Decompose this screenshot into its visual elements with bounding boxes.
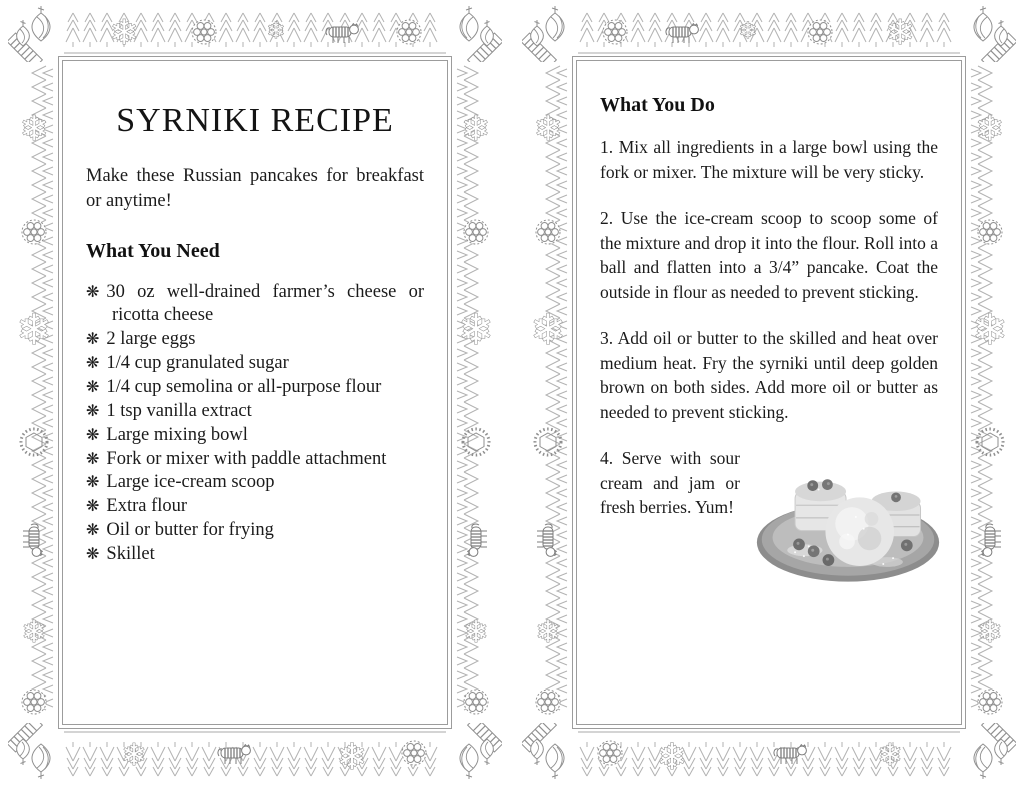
svg-text:❄: ❄ — [266, 19, 286, 44]
snowflake-bullet-icon: ❋ — [86, 281, 100, 301]
step-text: 4. Serve with sour cream and jam or fresh berries. Yum! — [600, 448, 740, 517]
list-item-text: Skillet — [106, 544, 155, 565]
list-item — [86, 400, 424, 423]
right-page-content — [578, 62, 960, 723]
list-item — [86, 376, 424, 399]
snowflake-bullet-icon: ❋ — [86, 424, 100, 444]
cathedral-corner-icon — [446, 723, 502, 779]
list-item-text: Large mixing bowl — [106, 424, 248, 445]
svg-text:❄: ❄ — [972, 305, 1008, 354]
cathedral-corner-icon — [960, 6, 1016, 62]
list-item-text: 1 tsp vanilla extract — [106, 400, 252, 421]
svg-text:❄: ❄ — [877, 738, 903, 773]
svg-text:❄: ❄ — [336, 737, 368, 778]
svg-text:❄: ❄ — [21, 615, 47, 650]
svg-text:❄: ❄ — [121, 738, 147, 773]
svg-text:❄: ❄ — [461, 109, 491, 149]
svg-text:❄: ❄ — [19, 109, 49, 149]
intro-text: Make these Russian pancakes for breakfast or anytime! — [86, 166, 424, 211]
cathedral-corner-icon — [960, 723, 1016, 779]
step-text: 1. Mix all ingredients in a large bowl using the fork or mixer. The mixture will be very sticky. — [600, 137, 938, 182]
list-item — [86, 352, 424, 375]
list-item — [86, 328, 424, 351]
border-ornament-top — [64, 6, 446, 56]
svg-text:❄: ❄ — [535, 615, 561, 650]
border-ornament-left — [8, 62, 58, 723]
left-page — [8, 6, 502, 779]
svg-text:❄: ❄ — [738, 19, 758, 44]
list-item — [86, 281, 424, 327]
cathedral-corner-icon — [8, 6, 64, 62]
cathedral-corner-icon — [446, 6, 502, 62]
page-title: SYRNIKI RECIPE — [116, 102, 394, 139]
snowflake-bullet-icon: ❋ — [86, 448, 100, 468]
svg-text:❄: ❄ — [656, 737, 688, 778]
list-item-text: Large ice-cream scoop — [106, 472, 275, 493]
svg-text:❄: ❄ — [530, 305, 566, 354]
border-ornament-right — [452, 62, 502, 723]
cathedral-corner-icon — [522, 723, 578, 779]
svg-text:❄: ❄ — [109, 13, 139, 53]
need-heading: What You Need — [86, 239, 220, 262]
snowflake-bullet-icon: ❋ — [86, 496, 100, 516]
snowflake-bullet-icon: ❋ — [86, 376, 100, 396]
list-item — [86, 424, 424, 447]
list-item-text: 30 oz well-drained farmer’s cheese or ricotta cheese — [106, 281, 424, 325]
syrniki-photo — [750, 440, 946, 588]
svg-text:❄: ❄ — [458, 305, 494, 354]
list-item — [86, 519, 424, 542]
cathedral-corner-icon — [522, 6, 578, 62]
cathedral-corner-icon — [8, 723, 64, 779]
snowflake-bullet-icon: ❋ — [86, 472, 100, 492]
border-ornament-top — [578, 6, 960, 56]
list-item — [86, 495, 424, 518]
list-item-text: 2 large eggs — [106, 328, 196, 349]
snowflake-bullet-icon: ❋ — [86, 328, 100, 348]
step-text: 2. Use the ice-cream scoop to scoop some of the mixture and drop it into the flour. Roll into a ball and flatten into a 3/4” pancake. Coat the outside in flour as needed to prevent sticking. — [600, 208, 938, 302]
do-heading: What You Do — [600, 94, 715, 116]
svg-text:❄: ❄ — [463, 615, 489, 650]
border-ornament-bottom — [64, 729, 446, 779]
list-item-text: 1/4 cup granulated sugar — [106, 352, 289, 373]
list-item-text: Oil or butter for frying — [106, 520, 274, 541]
snowflake-bullet-icon: ❋ — [86, 352, 100, 372]
list-item-text: Extra flour — [106, 496, 188, 517]
right-page — [522, 6, 1016, 779]
snowflake-bullet-icon: ❋ — [86, 400, 100, 420]
svg-text:❄: ❄ — [16, 305, 52, 354]
snowflake-bullet-icon: ❋ — [86, 520, 100, 540]
list-item — [86, 448, 424, 471]
border-ornament-left — [522, 62, 572, 723]
left-page-content — [64, 62, 446, 723]
svg-text:❄: ❄ — [533, 109, 563, 149]
svg-text:❄: ❄ — [885, 13, 915, 53]
snowflake-bullet-icon: ❋ — [86, 544, 100, 564]
svg-text:❄: ❄ — [977, 615, 1003, 650]
step-text: 3. Add oil or butter to the skilled and heat over medium heat. Fry the syrniki until deep golden brown on both sides. Add more oil or butter as needed to prevent sticking. — [600, 328, 938, 422]
border-ornament-bottom — [578, 729, 960, 779]
step-with-photo — [600, 446, 938, 520]
border-ornament-right — [966, 62, 1016, 723]
ingredient-list — [86, 281, 424, 566]
svg-text:❄: ❄ — [975, 109, 1005, 149]
list-item-text: 1/4 cup semolina or all-purpose flour — [106, 376, 382, 397]
list-item — [86, 471, 424, 494]
list-item-text: Fork or mixer with paddle attachment — [106, 448, 387, 469]
list-item — [86, 543, 424, 566]
